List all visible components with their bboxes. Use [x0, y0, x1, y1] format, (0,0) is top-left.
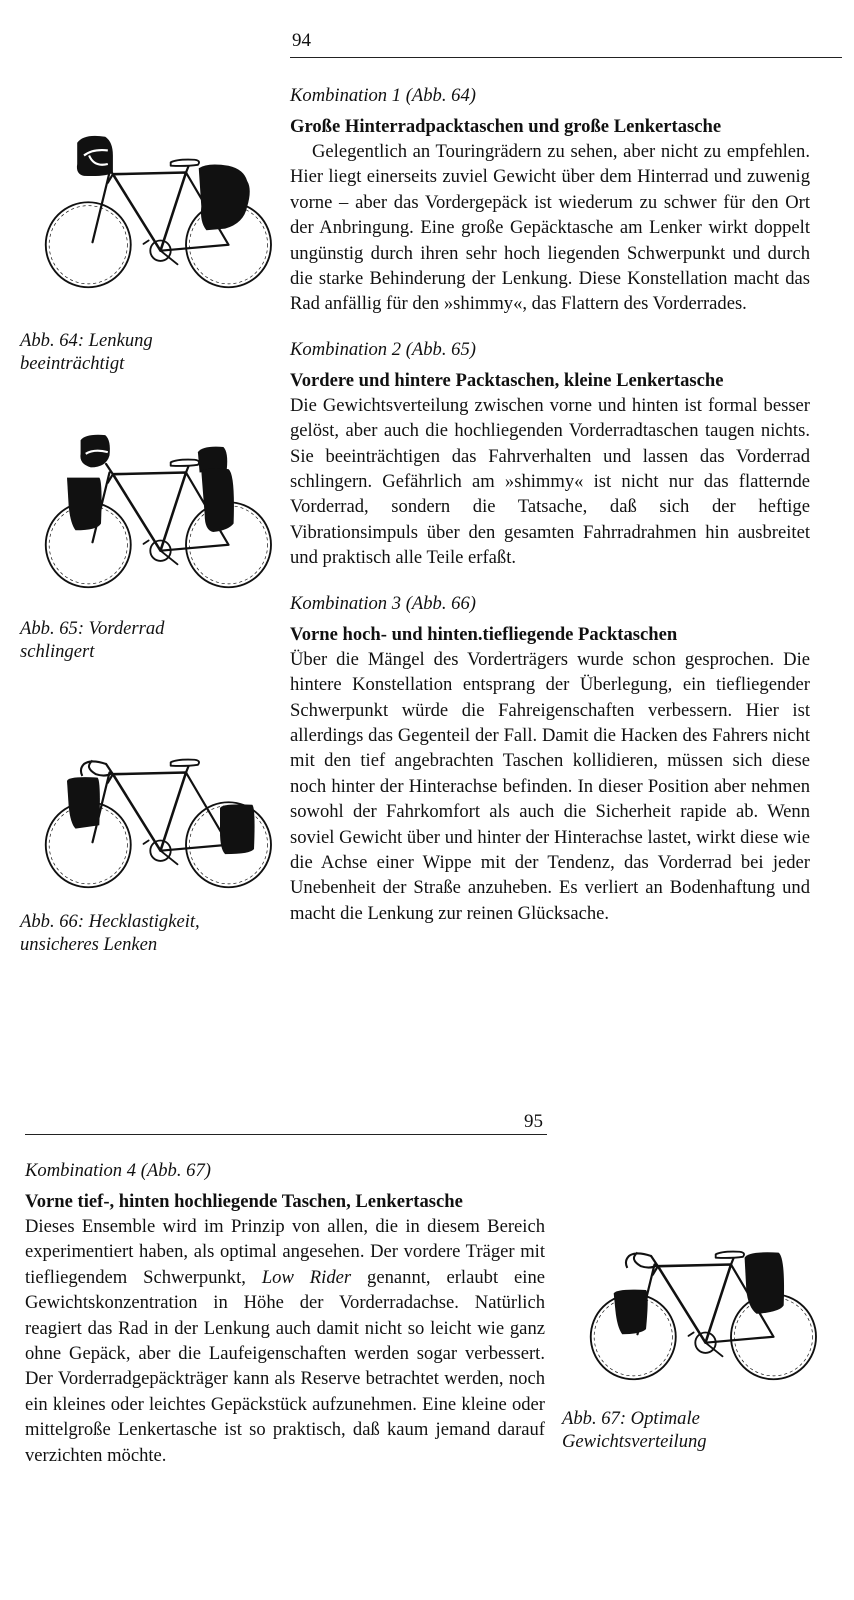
caption-line: schlingert	[20, 641, 95, 662]
caption-line: beeinträchtigt	[20, 353, 125, 374]
header-rule-top	[290, 57, 842, 58]
section-body: Die Gewichtsverteilung zwischen vorne und hinten ist formal besser gelöst, aber auch die hochliegenden Vorderradtaschen taugen nichts. Sie beeinträchtigen das Fahrverhalten und lassen das Vorderrad schlingern. Gefährlich am »shimmy« ist nicht nur das flatternde Vorderrad, sondern die Tatsache, daß sich der heftige Vibrationsimpuls über den gesamten Fahrradrahmen hin ausbreitet und praktisch alle Teile erfaßt.	[290, 394, 810, 569]
figure-caption-66	[20, 910, 200, 956]
caption-line: Abb. 67: Optimale	[562, 1408, 700, 1429]
page-number-bottom: 95	[524, 1111, 543, 1132]
caption-line: Abb. 64: Lenkung	[20, 330, 153, 351]
section-heading: Vorne hoch- und hinten.tiefliegende Packtaschen	[290, 623, 678, 645]
bicycle-low-rider-front-high-rear-figure	[562, 1222, 832, 1392]
section-label: Kombination 3 (Abb. 66)	[290, 592, 476, 614]
figure-caption-64	[20, 329, 153, 375]
text-column-95	[25, 1158, 545, 1468]
section-heading: Vordere und hintere Packtaschen, kleine Lenkertasche	[290, 369, 724, 391]
bicycle-front-high-rear-low-panniers-figure	[22, 730, 282, 900]
bicycle-rear-panniers-large-handlebar-bag-figure	[22, 130, 282, 300]
section-heading: Große Hinterradpacktaschen und große Lenkertasche	[290, 116, 722, 137]
page-number-top: 94	[292, 30, 311, 51]
caption-line: Abb. 66: Hecklastigkeit,	[20, 911, 200, 932]
section-label: Kombination 2 (Abb. 65)	[290, 338, 476, 360]
caption-line: Gewichtsverteilung	[562, 1431, 707, 1452]
caption-line: unsicheres Lenken	[20, 934, 158, 955]
section-body: Über die Mängel des Vorderträgers wurde schon gesprochen. Die hintere Konstellation entsprang der Überlegung, ein tiefliegender Schwerpunkt würde die Fahreigenschaften verbessern. Hier ist allerdings das Gegenteil der Fall. Damit die Hacken des Fahrers nicht mit den tief angebrachten Taschen kollidieren, müssen sich diese noch hinter der Hinterachse befinden. In dieser Position aber nehmen sowohl der Fahrkomfort als auch die Sicherheit rapide ab. Wenn soviel Gewicht über und hinter der Hinterachse lastet, wirkt diese wie die Achse einer Wippe mit der Tendenz, das Vorderrad bei jeder Unebenheit der Straße anzuheben. Es verliert an Bodenhaftung und macht die Lenkung zur reinen Glücksache.	[290, 648, 810, 924]
caption-line: Abb. 65: Vorderrad	[20, 618, 165, 639]
figure-caption-65	[20, 617, 164, 663]
body-text: Dieses Ensemble wird im Prinzip von allen, die in diesem Bereich experimentiert haben, als optimal angesehen. Der vordere Träger mit tiefliegendem Schwerpunkt,	[25, 1216, 545, 1288]
figure-caption-67	[562, 1407, 707, 1453]
text-column-94	[290, 83, 810, 926]
body-text-italic: Low Rider	[261, 1266, 352, 1288]
section-heading: Vorne tief-, hinten hochliegende Taschen, Lenkertasche	[25, 1191, 463, 1212]
bicycle-front-rear-panniers-figure	[22, 430, 282, 600]
section-body: Gelegentlich an Touringrädern zu sehen, aber nicht zu empfehlen. Hier liegt einerseits zuviel Gewicht über dem Hinterrad und zuwenig vorne – aber das Vordergepäck ist wiederum zu schwer für den Ort der Anbringung. Eine große Gepäcktasche am Lenker wirkt doppelt ungünstig durch ihren sehr hoch liegenden Schwerpunkt und durch die starke Behinderung der Lenkung. Diese Konstellation macht das Rad anfällig für den »shimmy«, das Flattern des Vorderrades.	[290, 141, 810, 315]
section-label: Kombination 1 (Abb. 64)	[290, 85, 476, 106]
section-label: Kombination 4 (Abb. 67)	[25, 1160, 211, 1181]
header-rule-bottom	[25, 1134, 547, 1135]
section-body	[25, 1214, 545, 1468]
body-text: genannt, erlaubt eine Gewichtskonzentration in Höhe der Vorderradachse. Natürlich reagiert das Rad in der Lenkung auch damit nicht so leicht wie ganz ohne Gepäck, aber die Laufeigenschaften werden sogar verbessert. Der Vorderradgepäckträger kann als Reserve betrachtet werden, noch ein kleines oder leichtes Gepäckstück aufzunehmen. Eine kleine oder mittelgroße Lenkertasche ist so praktisch, daß kaum jemand darauf verzichten möchte.	[25, 1266, 545, 1466]
